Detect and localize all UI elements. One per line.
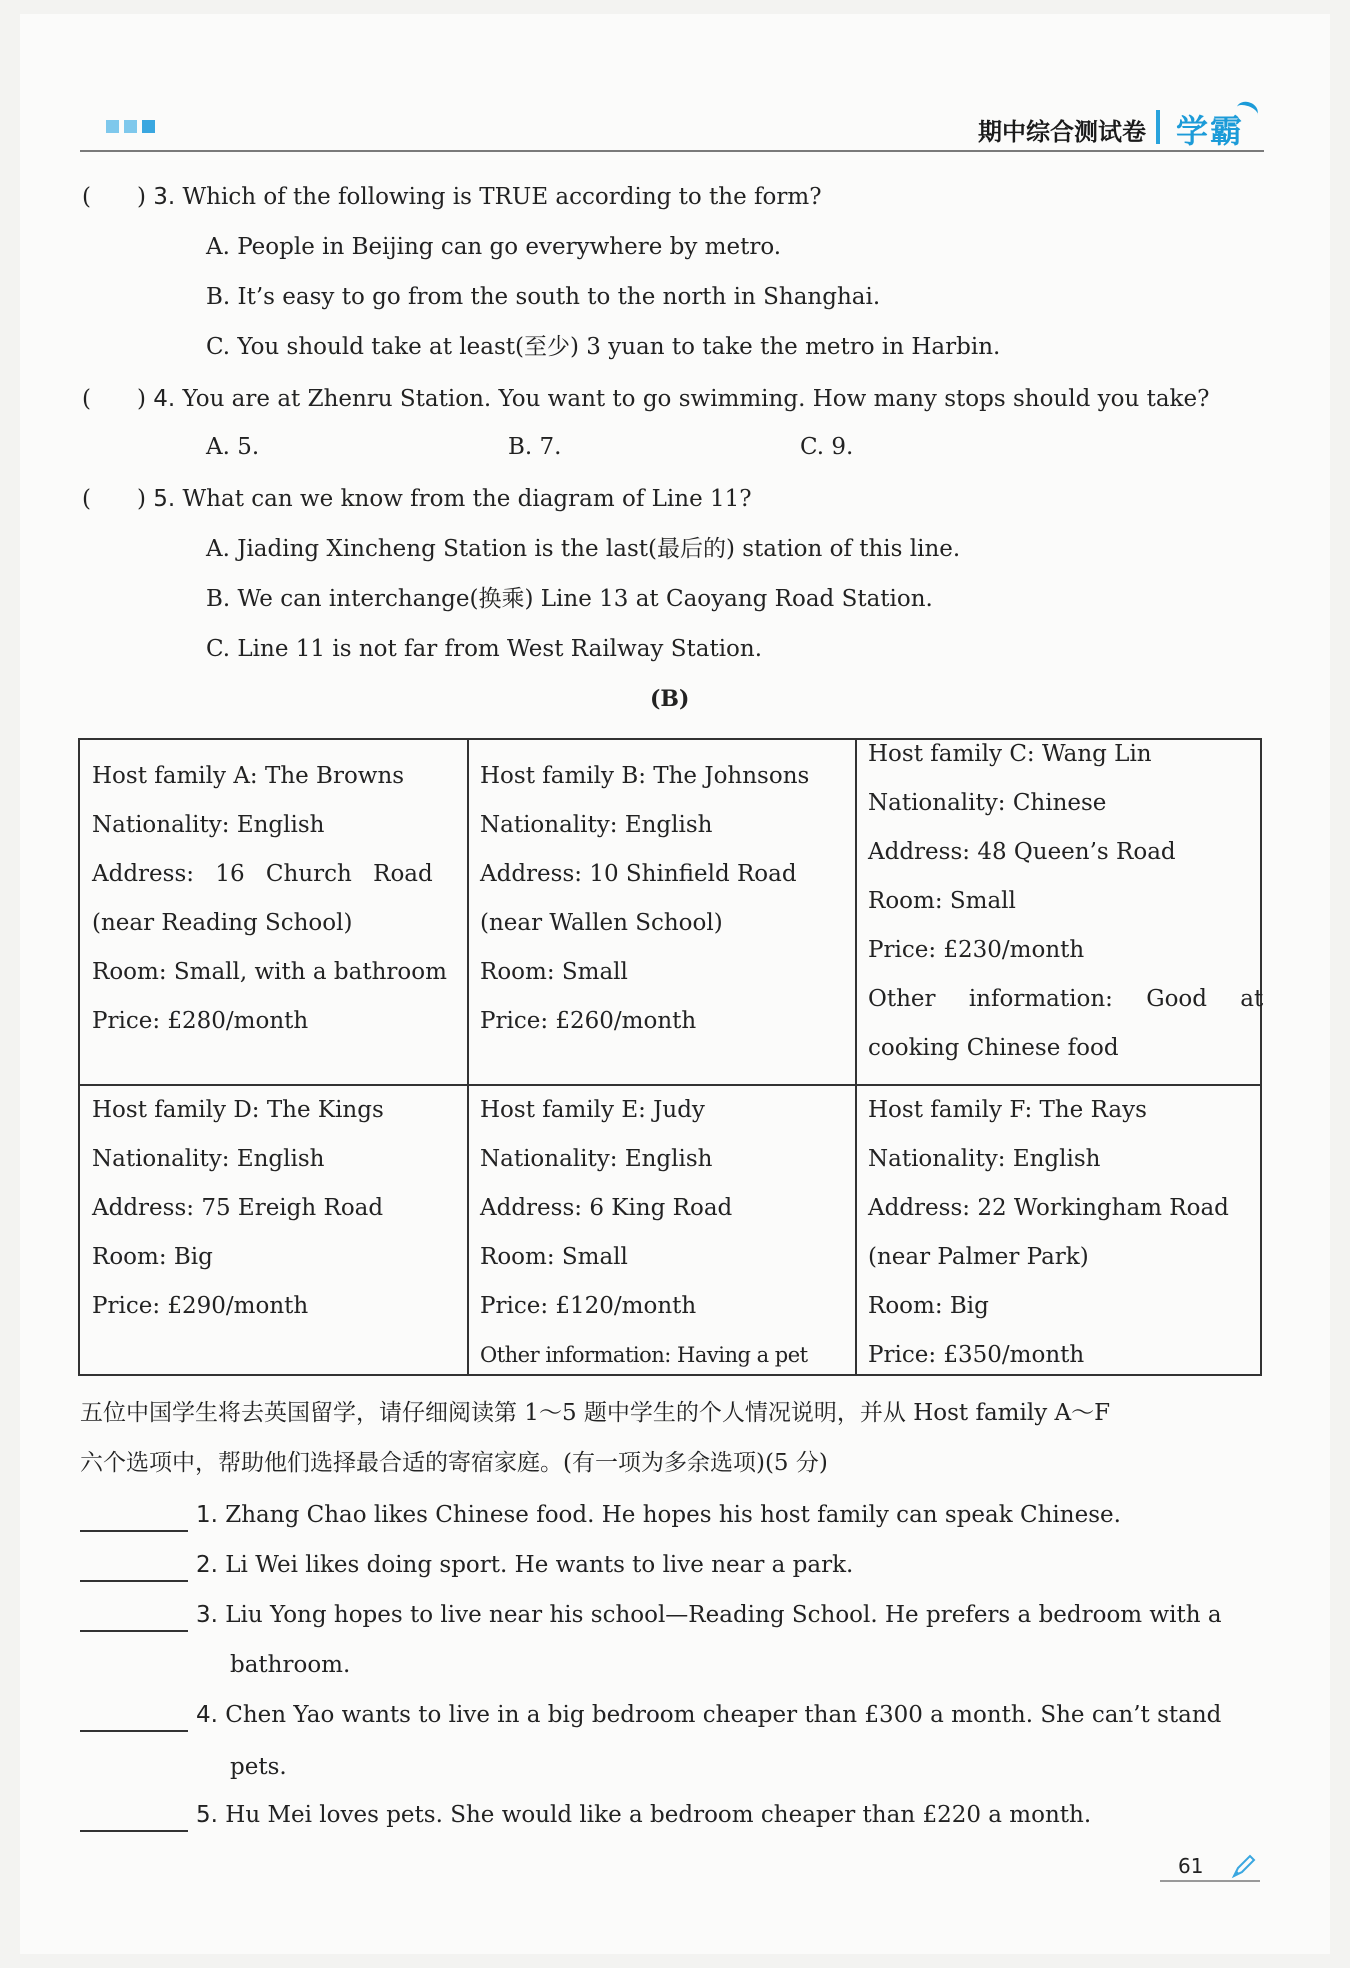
header-rule [80, 150, 1264, 152]
answer-blank[interactable] [80, 1580, 188, 1582]
question-number: 4. [153, 386, 176, 412]
host-family-f: Host family F: The Rays Nationality: English Address: 22 Workingham Road (near Palmer Park) Room: Big Price: £350/month [868, 1097, 1229, 1368]
option-b: B. It’s easy to go from the south to the north in Shanghai. [206, 284, 881, 310]
option-a: A. 5. [206, 434, 260, 460]
option-b: B. 7. [508, 434, 562, 460]
section-b-title: (B) [650, 686, 690, 712]
host-family-d: Host family D: The Kings Nationality: English Address: 75 Ereigh Road Room: Big Price: £290/month [92, 1097, 384, 1319]
option-c: C. You should take at least(至少) 3 yuan to take the metro in Harbin. [206, 334, 1001, 360]
host-family-table [78, 738, 1262, 1376]
header-decoration-icon [106, 120, 155, 133]
header-divider [1156, 110, 1160, 144]
answer-paren[interactable]: ( ) [82, 386, 146, 412]
answer-blank[interactable] [80, 1730, 188, 1732]
question-number: 3. [153, 184, 176, 210]
header-title: 期中综合测试卷 [978, 118, 1146, 146]
answer-paren[interactable]: ( ) [82, 184, 146, 210]
option-c: C. Line 11 is not far from West Railway Station. [206, 636, 763, 662]
answer-paren[interactable]: ( ) [82, 486, 146, 512]
question-stem: You are at Zhenru Station. You want to go swimming. How many stops should you take? [182, 386, 1210, 412]
option-a: A. Jiading Xincheng Station is the last(最后的) station of this line. [206, 536, 961, 562]
question-stem: Which of the following is TRUE according to the form? [182, 184, 822, 210]
host-family-b: Host family B: The Johnsons Nationality: English Address: 10 Shinfield Road (near Wallen School) Room: Small Price: £260/month [480, 763, 810, 1034]
page-header [80, 108, 1264, 156]
host-family-c: Host family C: Wang Lin Nationality: Chinese Address: 48 Queen’s Road Room: Small Price: £230/month Other information: Good at cooking Chinese food [868, 741, 1264, 1061]
brand-logo: 学霸 [1175, 112, 1244, 150]
footer-rule [1160, 1880, 1260, 1882]
option-a: A. People in Beijing can go everywhere by metro. [206, 234, 782, 260]
pencil-icon [1230, 1852, 1258, 1880]
page-number: 61 [1178, 1854, 1204, 1878]
answer-blank[interactable] [80, 1530, 188, 1532]
option-c: C. 9. [800, 434, 854, 460]
host-family-a: Host family A: The Browns Nationality: English Address: 16 Church Road (near Reading School) Room: Small, with a bathroom Price: £280/month [92, 763, 447, 1034]
question-stem: What can we know from the diagram of Line 11? [182, 486, 752, 512]
option-b: B. We can interchange(换乘) Line 13 at Caoyang Road Station. [206, 586, 933, 612]
instructions-line-1: 五位中国学生将去英国留学，请仔细阅读第 1～5 题中学生的个人情况说明，并从 Host family A～F [80, 1400, 1111, 1426]
instructions-line-2: 六个选项中，帮助他们选择最合适的寄宿家庭。(有一项为多余选项)(5 分) [80, 1450, 828, 1476]
host-family-e: Host family E: Judy Nationality: English Address: 6 King Road Room: Small Price: £120/month Other information: Having a pet [480, 1097, 808, 1367]
answer-blank[interactable] [80, 1830, 188, 1832]
answer-blank[interactable] [80, 1630, 188, 1632]
question-number: 5. [153, 486, 176, 512]
